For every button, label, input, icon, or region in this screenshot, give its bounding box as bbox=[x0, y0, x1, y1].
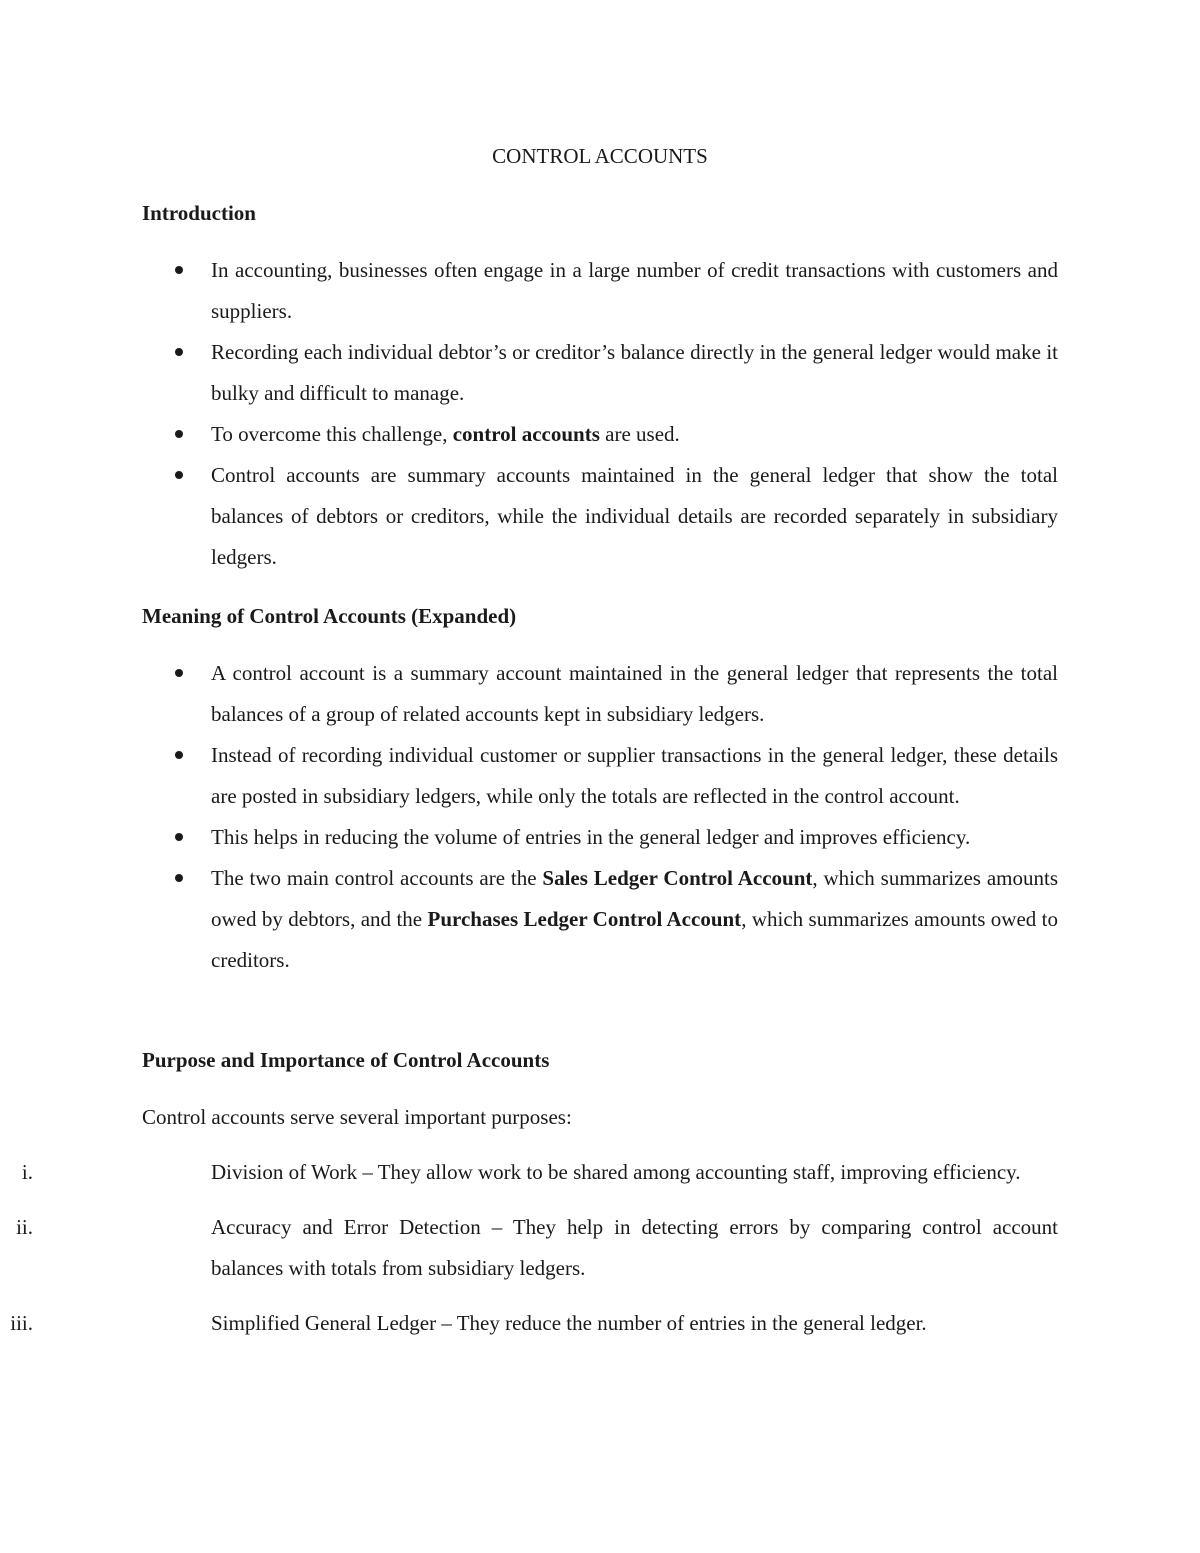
list-item bbox=[0, 250, 1058, 332]
list-item-text: Division of Work – They allow work to be shared among accounting staff, improving efficiency. bbox=[211, 1160, 1021, 1184]
list-item-text: A control account is a summary account maintained in the general ledger that represents the total balances of a group of related accounts kept in subsidiary ledgers. bbox=[211, 661, 1058, 726]
list-item-text-part3: , which summarizes amounts owed to creditors. bbox=[211, 907, 1059, 972]
list-item bbox=[0, 455, 1058, 578]
bullet-icon bbox=[175, 471, 183, 479]
list-item bbox=[0, 1303, 1058, 1344]
list-item-text-part1: The two main control accounts are the bbox=[211, 866, 543, 890]
list-item bbox=[0, 414, 1058, 455]
list-item-number: iii. bbox=[10, 1311, 33, 1335]
bullet-icon bbox=[175, 266, 183, 274]
meaning-heading: Meaning of Control Accounts (Expanded) bbox=[142, 604, 517, 628]
list-item-text: Instead of recording individual customer or supplier transactions in the general ledger, these details are posted in subsidiary ledgers, while only the totals are reflected in the control account. bbox=[211, 743, 1058, 808]
bullet-icon bbox=[175, 874, 183, 882]
emphasis-sales-ledger: Sales Ledger Control Account bbox=[542, 866, 813, 890]
list-item bbox=[0, 332, 1058, 414]
introduction-bullet-list bbox=[0, 250, 1200, 578]
document-title: CONTROL ACCOUNTS bbox=[492, 144, 708, 168]
list-item bbox=[0, 817, 1058, 858]
purpose-numbered-list bbox=[0, 1152, 1200, 1358]
list-item-text: Recording each individual debtor’s or creditor’s balance directly in the general ledger would make it bulky and difficult to manage. bbox=[211, 340, 1058, 405]
list-item-number: ii. bbox=[16, 1215, 33, 1239]
purpose-heading: Purpose and Importance of Control Accounts bbox=[142, 1048, 550, 1072]
emphasis-control-accounts: control accounts bbox=[452, 422, 600, 446]
purpose-intro: Control accounts serve several important purposes: bbox=[142, 1105, 572, 1129]
list-item-text: This helps in reducing the volume of entries in the general ledger and improves efficiency. bbox=[211, 825, 971, 849]
bullet-icon bbox=[175, 348, 183, 356]
meaning-bullet-list bbox=[0, 653, 1200, 981]
bullet-icon bbox=[175, 751, 183, 759]
list-item bbox=[0, 1152, 1058, 1193]
list-item-text-before: To overcome this challenge, bbox=[211, 422, 453, 446]
list-item-text-part2: , which summarizes amounts owed by debtors, and the bbox=[211, 866, 1058, 931]
introduction-heading: Introduction bbox=[142, 201, 256, 225]
list-item-text: Simplified General Ledger – They reduce the number of entries in the general ledger. bbox=[211, 1311, 927, 1335]
list-item-text: In accounting, businesses often engage in a large number of credit transactions with customers and suppliers. bbox=[211, 258, 1058, 323]
bullet-icon bbox=[175, 833, 183, 841]
list-item bbox=[0, 735, 1058, 817]
list-item bbox=[0, 653, 1058, 735]
emphasis-purchases-ledger: Purchases Ledger Control Account bbox=[427, 907, 742, 931]
list-item-number: i. bbox=[21, 1160, 33, 1184]
list-item bbox=[0, 1207, 1058, 1289]
list-item-text: Accuracy and Error Detection – They help in detecting errors by comparing control account balances with totals from subsidiary ledgers. bbox=[211, 1215, 1058, 1280]
bullet-icon bbox=[175, 669, 183, 677]
bullet-icon bbox=[175, 430, 183, 438]
list-item bbox=[0, 858, 1058, 981]
list-item-text: Control accounts are summary accounts maintained in the general ledger that show the total balances of debtors or creditors, while the individual details are recorded separately in subsidiary ledgers. bbox=[211, 463, 1058, 569]
list-item-text-after: are used. bbox=[599, 422, 680, 446]
